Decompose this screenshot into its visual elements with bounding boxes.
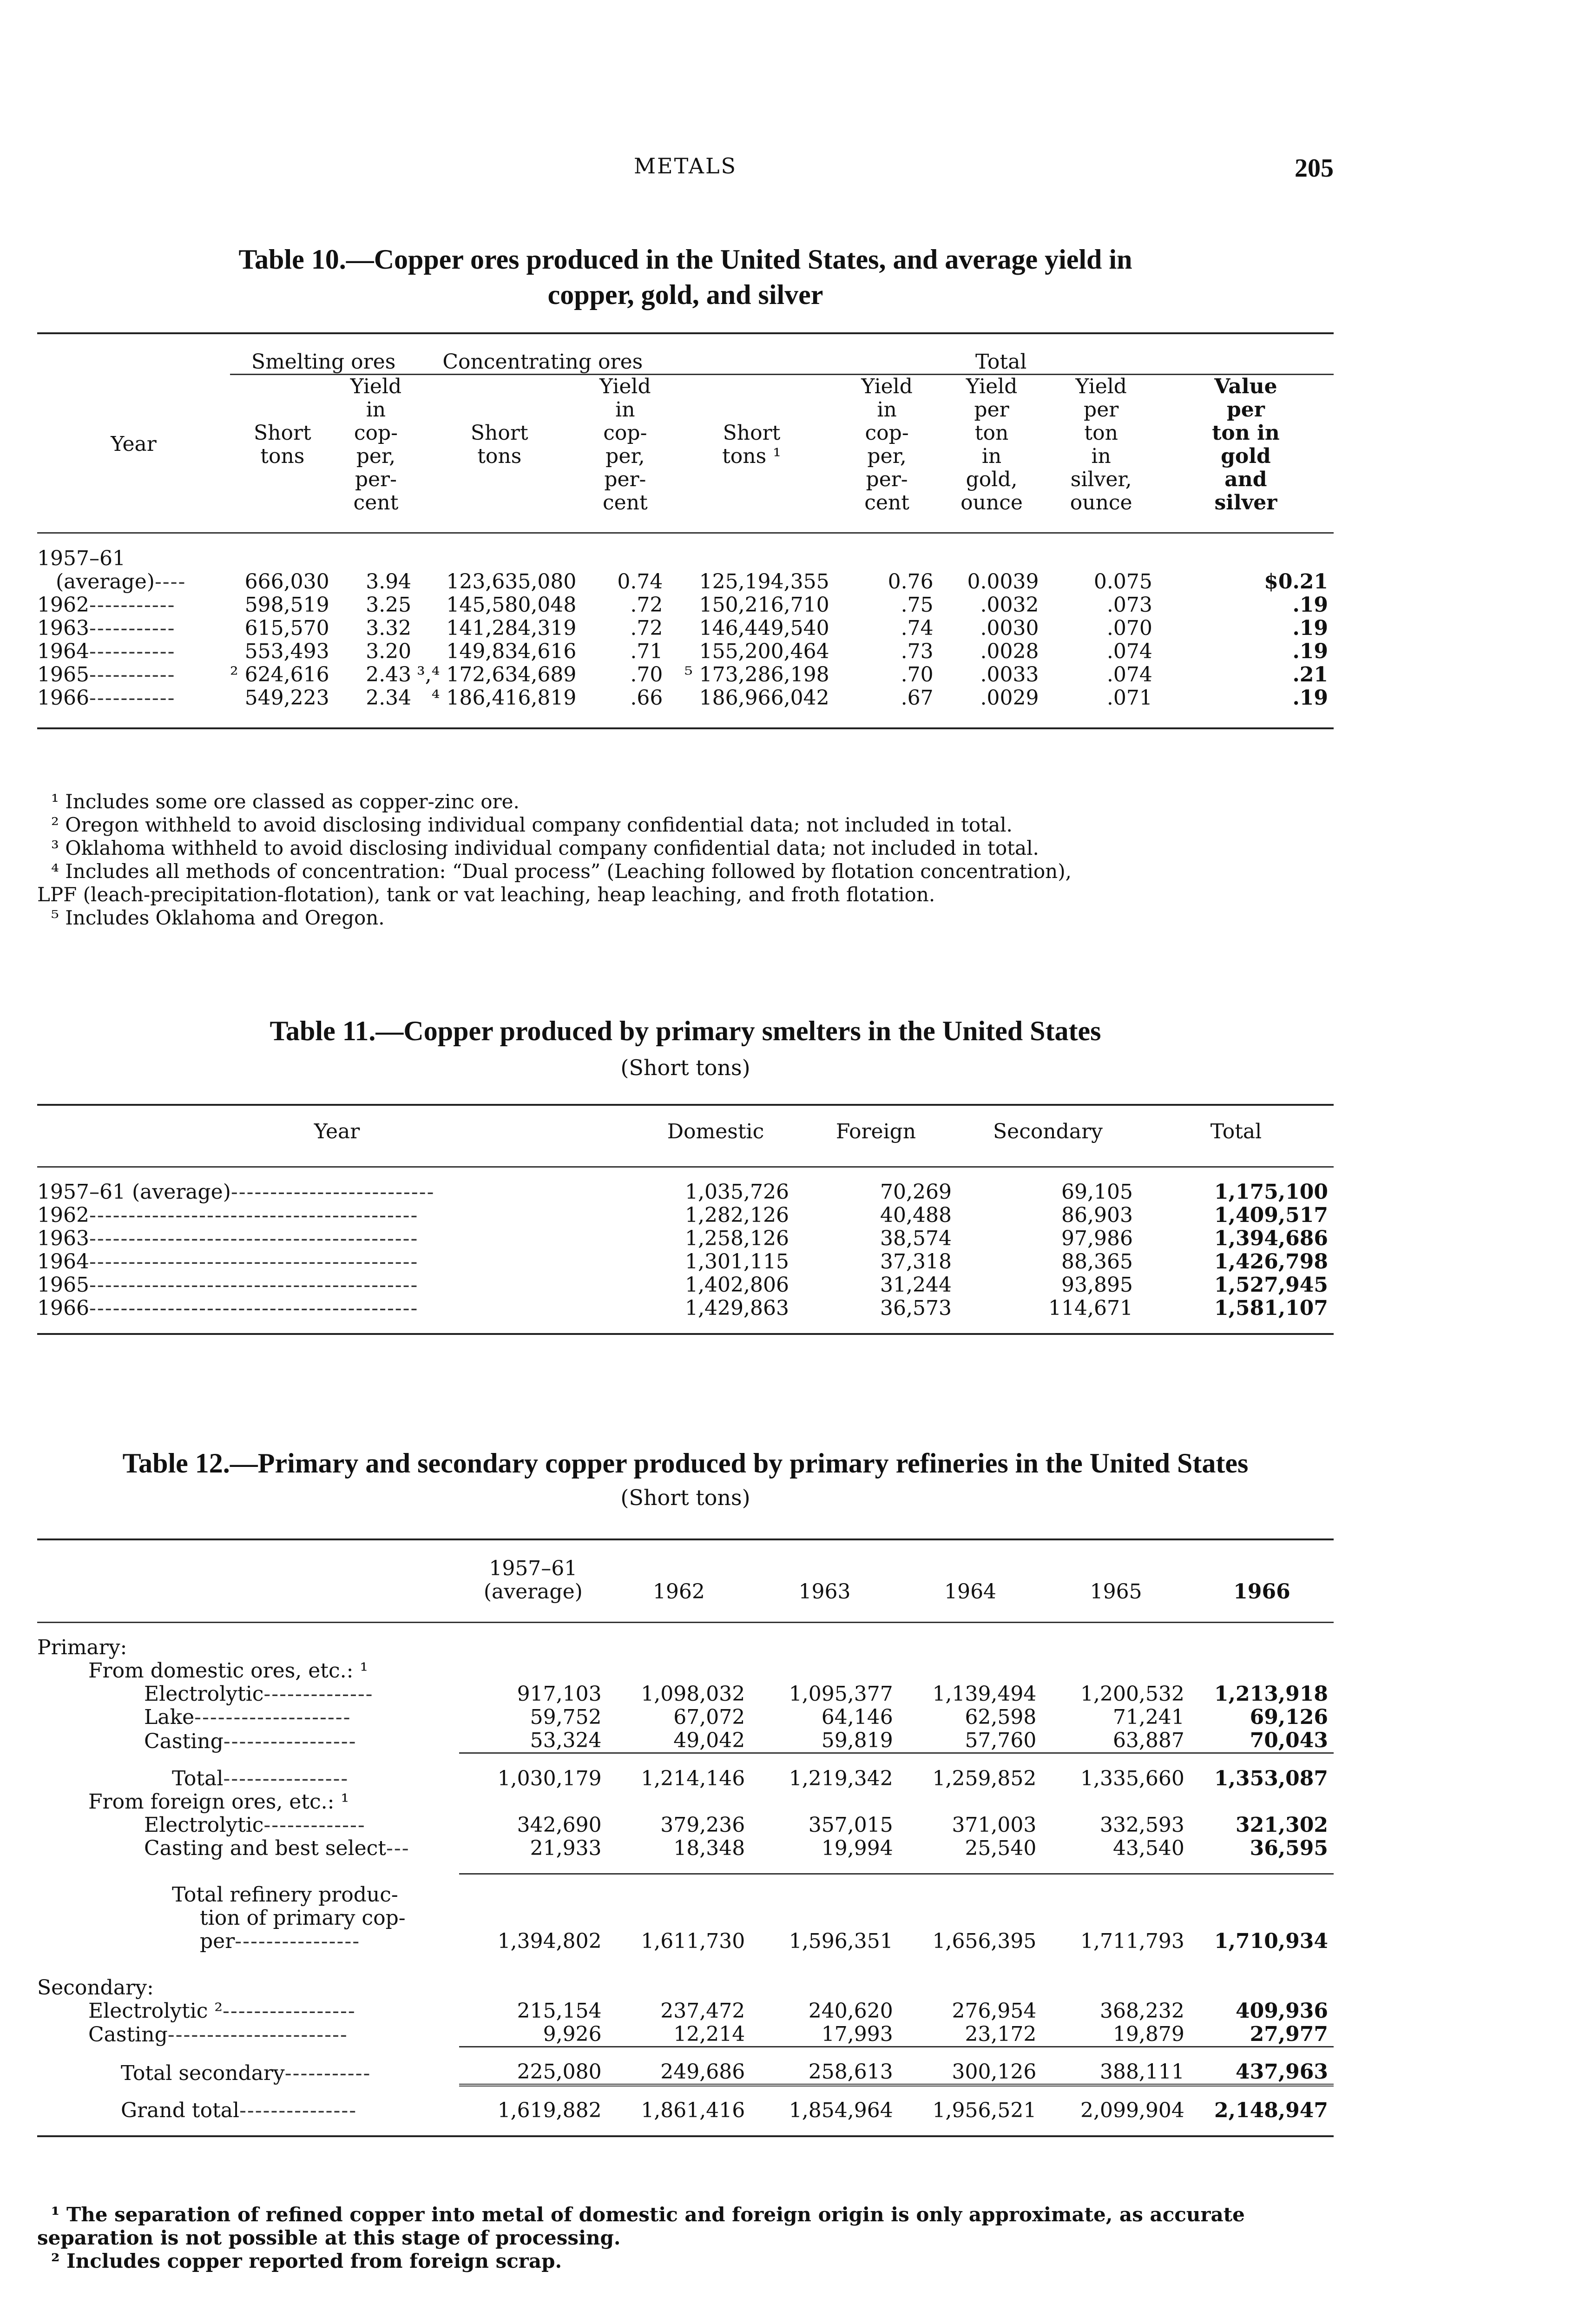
table11-row: 1965------------------------------------------ 1,402,806 31,244 93,895 1,527,945 (37, 1273, 1328, 1297)
table10-row: 1957–61 (37, 547, 125, 570)
table12-row: Electrolytic------------- 342,690 379,236 357,015 371,003 332,593 321,302 (144, 1813, 1328, 1837)
table10-col-smelting-yield: Yield in cop- per, per- cent (350, 374, 402, 515)
table10-row: 1965----------- ² 624,616 2.43 ³,⁴ 172,634,689 .70 ⁵ 173,286,198 .70 .0033 .074 .21 (37, 662, 1328, 687)
table10-col-value: Value per ton in gold and silver (1212, 374, 1280, 515)
table10-top-rule (37, 332, 1334, 334)
table11-col-secondary: Secondary (993, 1120, 1103, 1143)
table10-group-total: Total (668, 346, 1334, 374)
table12-row: Total secondary----------- 225,080 249,686 258,613 300,126 388,111 437,963 (37, 2060, 1334, 2085)
table12-subsection: tion of primary cop- (200, 1906, 406, 1930)
table10 (37, 346, 1334, 729)
table12-row: Casting----------------- 53,324 49,042 59,819 57,760 63,887 70,043 (37, 1729, 1334, 1753)
running-title: METALS (633, 153, 737, 178)
table12-top-rule (37, 1538, 1334, 1540)
table12-section: Secondary: (37, 1976, 154, 2000)
running-head (37, 153, 1334, 191)
table11-row: 1966------------------------------------------ 1,429,863 36,573 114,671 1,581,107 (37, 1296, 1328, 1320)
table11-row: 1957–61 (average)-------------------------- 1,035,726 70,269 69,105 1,175,100 (37, 1180, 1328, 1204)
table11-title: Table 11.—Copper produced by primary smelters in the United States (270, 1016, 1101, 1046)
table10-col-smelting-short: Short tons (253, 421, 311, 468)
table10-title-line1: Table 10.—Copper ores produced in the United States, and average yield in (238, 244, 1132, 275)
table10-col-total-yield: Yield in cop- per, per- cent (861, 374, 913, 515)
table10-col-conc-short: Short tons (470, 421, 528, 468)
page-number: 205 (1295, 154, 1334, 183)
table10-col-total-short: Short tons ¹ (722, 421, 781, 468)
table10-footnotes: ¹ Includes some ore classed as copper-zinc ore. ² Oregon withheld to avoid disclosing individual company confidential data; not included in total. ³ Oklahoma withheld to avoid disclosing individual company confidential data; not included in total. ⁴ Includes all methods of concentration: “Dual process” (Leaching followed by flotation concentration), LPF (leach-precipitation-flotation), tank or vat leaching, heap leaching, and froth flotation. ⁵ Includes Oklahoma and Oregon. (37, 790, 1072, 929)
table12-row: Electrolytic ²----------------- 215,154 237,472 240,620 276,954 368,232 409,936 (88, 1999, 1328, 2023)
table12-row: Casting and best select--- 21,933 18,348 19,994 25,540 43,540 36,595 (144, 1836, 1328, 1860)
table10-title (37, 242, 1334, 312)
table12-col-1963: 1963 (798, 1580, 851, 1604)
table12-row: Casting----------------------- 9,926 12,214 17,993 23,172 19,879 27,977 (37, 2023, 1334, 2047)
table10-row: 1962----------- 598,519 3.25 145,580,048 .72 150,216,710 .75 .0032 .073 .19 (37, 593, 1328, 617)
table10-col-conc-yield: Yield in cop- per, per- cent (599, 374, 651, 515)
table12-col-1965: 1965 (1090, 1580, 1142, 1604)
table12-subsection: From foreign ores, etc.: ¹ (88, 1790, 349, 1814)
table10-col-gold: Yield per ton in gold, ounce (960, 374, 1023, 515)
table11-row: 1964------------------------------------------ 1,301,115 37,318 88,365 1,426,798 (37, 1250, 1328, 1274)
table10-col-year: Year (111, 432, 157, 456)
table12-col-1966: 1966 (1233, 1580, 1290, 1604)
table12-row: Electrolytic-------------- 917,103 1,098,032 1,095,377 1,139,494 1,200,532 1,213,918 (144, 1682, 1328, 1706)
table11-col-domestic: Domestic (667, 1120, 764, 1143)
table10-col-silver: Yield per ton in silver, ounce (1070, 374, 1132, 515)
table12-row: Lake-------------------- 59,752 67,072 64,146 62,598 71,241 69,126 (144, 1705, 1328, 1729)
table10-group-smelting: Smelting ores (230, 346, 417, 374)
table12-section: Primary: (37, 1636, 127, 1659)
table11-subtitle: (Short tons) (620, 1055, 750, 1080)
table11-col-year: Year (314, 1120, 360, 1143)
table12 (37, 1552, 1334, 2137)
table11 (37, 1116, 1334, 1335)
table11-top-rule (37, 1104, 1334, 1106)
table12-subsection: Total refinery produc- (172, 1883, 398, 1907)
table12-subsection: From domestic ores, etc.: ¹ (88, 1659, 368, 1683)
table10-title-line2: copper, gold, and silver (547, 279, 823, 310)
table12-col-1964: 1964 (944, 1580, 997, 1604)
table12-row: Grand total--------------- 1,619,882 1,861,416 1,854,964 1,956,521 2,099,904 2,148,947 (121, 2099, 1328, 2122)
table10-row: 1963----------- 615,570 3.32 141,284,319 .72 146,449,540 .74 .0030 .070 .19 (37, 616, 1328, 640)
table11-row: 1962------------------------------------------ 1,282,126 40,488 86,903 1,409,517 (37, 1203, 1328, 1227)
table12-col-1962: 1962 (652, 1580, 705, 1604)
table11-row: 1963------------------------------------------ 1,258,126 38,574 97,986 1,394,686 (37, 1227, 1328, 1250)
table10-row: 1966----------- 549,223 2.34 ⁴ 186,416,819 .66 186,966,042 .67 .0029 .071 .19 (37, 686, 1328, 710)
table11-col-foreign: Foreign (835, 1120, 916, 1143)
table12-col-avg: 1957–61 (average) (483, 1557, 583, 1604)
table10-group-concentrating: Concentrating ores (417, 346, 668, 374)
table10-row: 1964----------- 553,493 3.20 149,834,616 .71 155,200,464 .73 .0028 .074 .19 (37, 639, 1328, 663)
table12-title: Table 12.—Primary and secondary copper produced by primary refineries in the United States (122, 1448, 1249, 1479)
table12-row: per---------------- 1,394,802 1,611,730 1,596,351 1,656,395 1,711,793 1,710,934 (200, 1929, 1328, 1953)
table12-subtitle: (Short tons) (620, 1485, 750, 1510)
table12-footnotes: ¹ The separation of refined copper into metal of domestic and foreign origin is only approximate, as accurate separation is not possible at this stage of processing. ² Includes copper reported from foreign scrap. (37, 2203, 1245, 2272)
table12-row: Total---------------- 1,030,179 1,214,146 1,219,342 1,259,852 1,335,660 1,353,087 (172, 1766, 1328, 1790)
table11-col-total: Total (1210, 1120, 1262, 1143)
table10-row: (average)---- 666,030 3.94 123,635,080 0.74 125,194,355 0.76 0.0039 0.075 $0.21 (56, 569, 1328, 594)
